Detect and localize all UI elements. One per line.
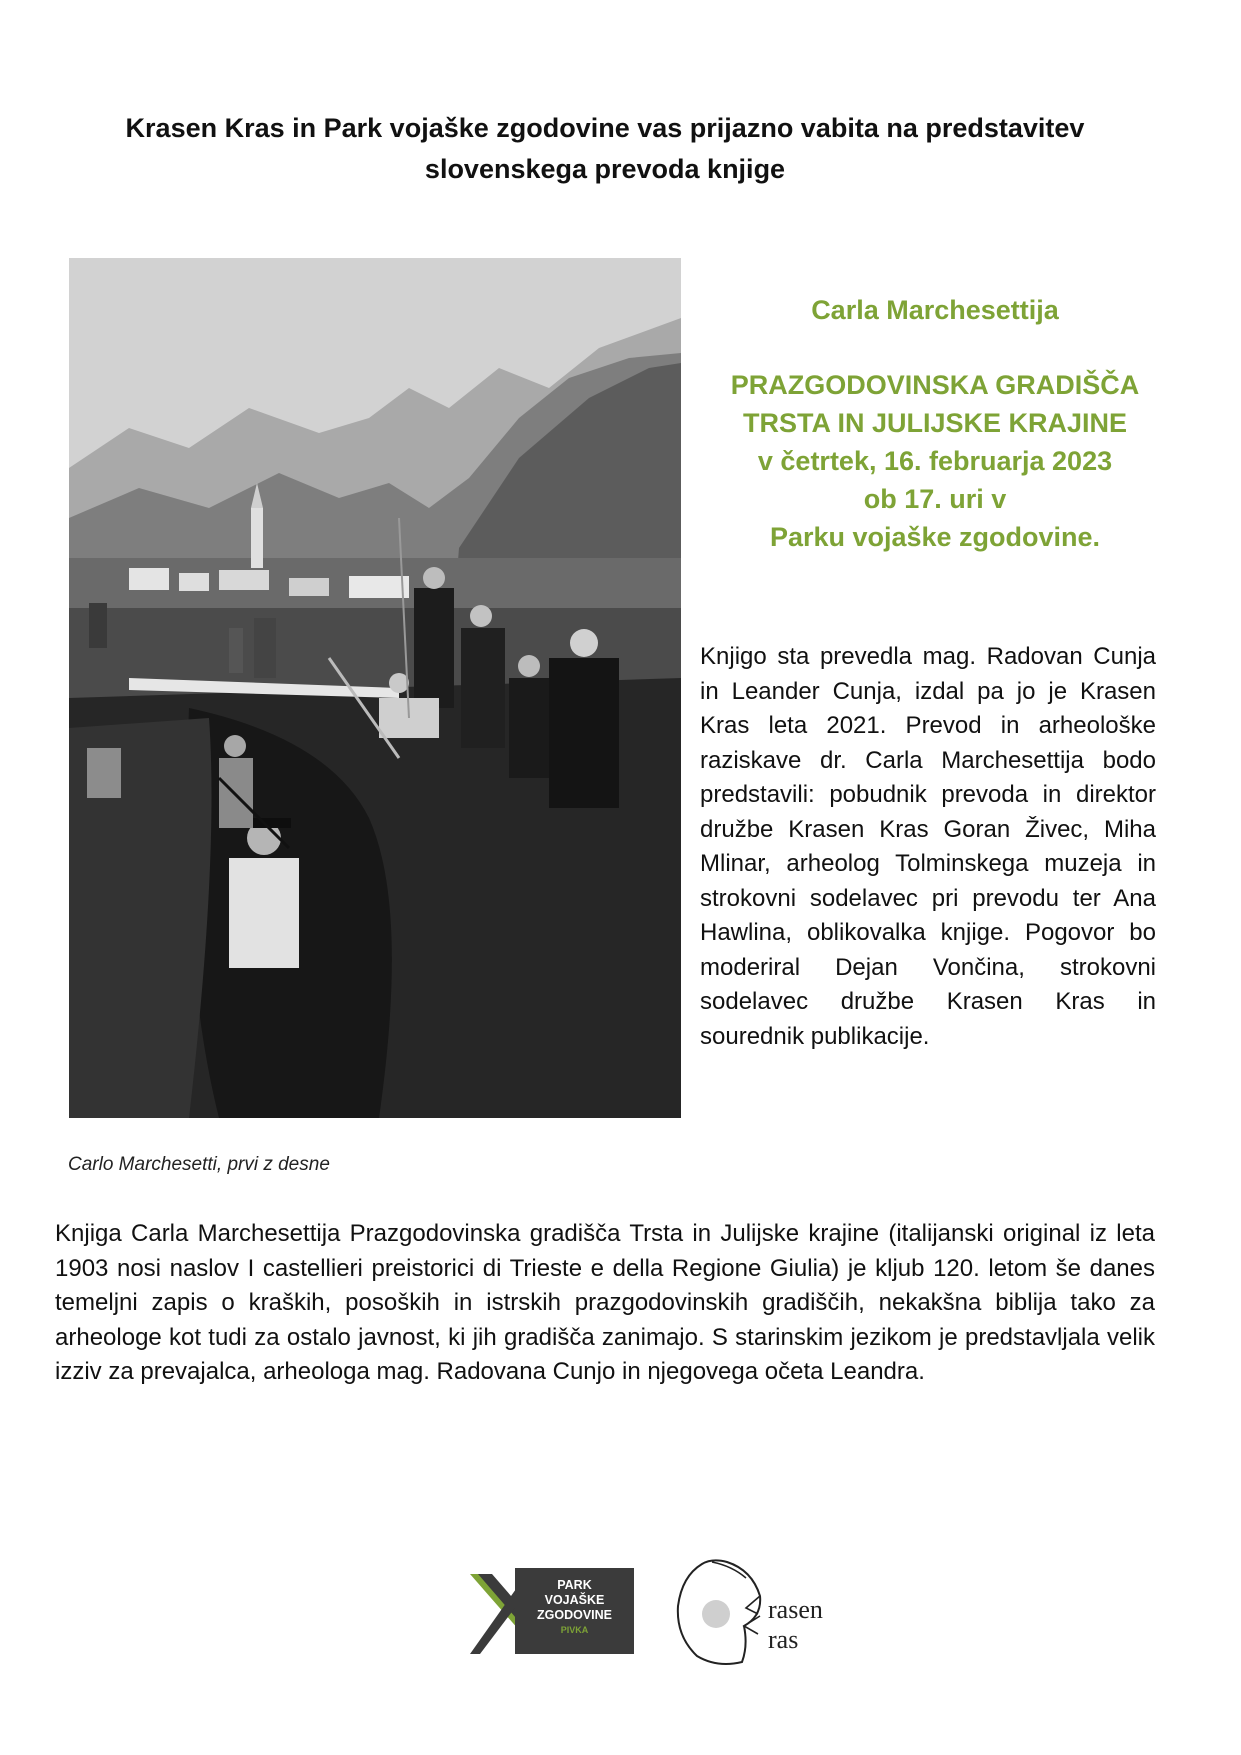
- headline-line-1: Krasen Kras in Park vojaške zgodovine vas prijazno vabita na predstavitev: [125, 113, 1085, 143]
- excavation-photo-illustration: [69, 258, 681, 1118]
- book-title-line-1: PRAZGODOVINSKA GRADIŠČA: [730, 370, 1140, 400]
- historic-photo: [69, 258, 681, 1118]
- krasen-word: rasen: [768, 1595, 823, 1624]
- event-time: ob 17. uri v: [863, 484, 1007, 514]
- park-logo-sub: PIVKA: [560, 1625, 589, 1635]
- krasen-kras-logo-mark: [672, 1556, 852, 1671]
- book-description-paragraph: Knjiga Carla Marchesettija Prazgodovinska gradišča Trsta in Julijske krajine (italijanski original iz leta 1903 nosi naslov I castellieri preistorici di Trieste e della Regione Giulia) je kljub 120. letom še danes temeljni zapis o kraških, posoških in istrskih prazgodovinskih gradiščih, nekakšna biblija tako za arheologe kot tudi za ostalo javnost, ki jih gradišča zanimajo. S starinskim jezikom je predstavljala velik izziv za prevajalca, arheologa mag. Radovana Cunjo in njegovega očeta Leandra.: [55, 1220, 1155, 1385]
- kras-word: ras: [768, 1625, 799, 1654]
- book-author: Carla Marchesettija: [811, 295, 1059, 325]
- park-logo-text: [515, 1578, 634, 1637]
- event-venue: Parku vojaške zgodovine.: [769, 522, 1101, 552]
- event-info: [690, 290, 1180, 556]
- park-vojaske-zgodovine-logo: [470, 1568, 634, 1654]
- event-date: v četrtek, 16. februarja 2023: [757, 446, 1113, 476]
- park-logo-line-2: VOJAŠKE: [544, 1593, 605, 1607]
- park-logo-line-1: PARK: [557, 1578, 592, 1592]
- book-title-line-2: TRSTA IN JULIJSKE KRAJINE: [742, 408, 1128, 438]
- krasen-kras-logo: [672, 1556, 852, 1671]
- invitation-headline: [55, 108, 1155, 190]
- photo-caption: Carlo Marchesetti, prvi z desne: [68, 1154, 330, 1175]
- headline-line-2: slovenskega prevoda knjige: [424, 154, 786, 184]
- park-logo-line-3: ZGODOVINE: [536, 1608, 612, 1622]
- presenters-paragraph: Knjigo sta prevedla mag. Radovan Cunja in Leander Cunja, izdal pa jo je Krasen Kras leta 2021. Prevod in arheološke raziskave dr. Carla Marchesettija bodo predstavili: pobudnik prevoda in direktor družbe Krasen Kras Goran Živec, Miha Mlinar, arheolog Tolminskega muzeja in strokovni sodelavec pri prevodu ter Ana Hawlina, oblikovalka knjige. Pogovor bo moderiral Dejan Vončina, strokovni sodelavec družbe Krasen Kras in sourednik publikacije.: [700, 643, 1156, 1050]
